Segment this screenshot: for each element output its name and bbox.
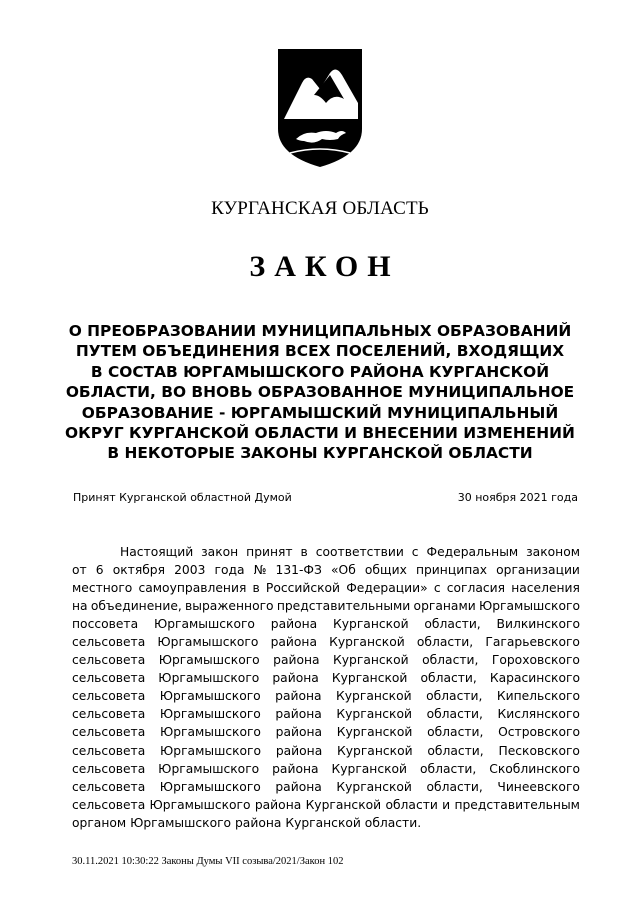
body-paragraph	[72, 543, 580, 832]
title-line: ОКРУГ КУРГАНСКОЙ ОБЛАСТИ И ВНЕСЕНИИ ИЗМЕНЕНИЙ	[65, 424, 575, 443]
body-line: сельсовета Юргамышского района Курганской области, Кипельского	[72, 689, 580, 704]
body-line: сельсовета Юргамышского района Курганской области и представительным	[72, 797, 580, 812]
document-footer: 30.11.2021 10:30:22 Законы Думы VII созыва/2021/Закон 102	[72, 856, 344, 867]
body-line: сельсовета Юргамышского района Курганской области, Карасинского	[72, 671, 580, 686]
coat-of-arms-emblem	[274, 45, 366, 169]
adoption-info	[73, 491, 578, 504]
body-line: сельсовета Юргамышского района Курганской области, Чинеевского	[72, 779, 580, 794]
title-line: ОБЛАСТИ, ВО ВНОВЬ ОБРАЗОВАННОЕ МУНИЦИПАЛЬНОЕ	[65, 383, 575, 402]
body-line: органом Юргамышского района Курганской области.	[72, 815, 422, 830]
title-line: ОБРАЗОВАНИЕ - ЮРГАМЫШСКИЙ МУНИЦИПАЛЬНЫЙ	[81, 403, 559, 422]
document-type: ЗАКОН	[249, 250, 400, 283]
adoption-date: 30 ноября 2021 года	[457, 491, 578, 504]
title-line: В СОСТАВ ЮРГАМЫШСКОГО РАЙОНА КУРГАНСКОЙ	[90, 362, 550, 381]
title-line: ПУТЕМ ОБЪЕДИНЕНИЯ ВСЕХ ПОСЕЛЕНИЙ, ВХОДЯЩИХ	[75, 342, 565, 361]
body-line: поссовета Юргамышского района Курганской области, Вилкинского	[72, 617, 580, 632]
title-line: В НЕКОТОРЫЕ ЗАКОНЫ КУРГАНСКОЙ ОБЛАСТИ	[107, 444, 533, 463]
law-title	[0, 321, 640, 464]
adopted-by: Принят Курганской областной Думой	[73, 491, 292, 504]
body-line: Настоящий закон принят в соответствии с Федеральным законом	[120, 545, 580, 559]
title-line: О ПРЕОБРАЗОВАНИИ МУНИЦИПАЛЬНЫХ ОБРАЗОВАНИЙ	[68, 322, 572, 340]
body-line: сельсовета Юргамышского района Курганской области, Песковского	[72, 743, 580, 758]
body-line: от 6 октября 2003 года № 131-ФЗ «Об общих принципах организации	[72, 563, 580, 578]
body-line: сельсовета Юргамышского района Курганской области, Скоблинского	[72, 761, 580, 776]
body-line: сельсовета Юргамышского района Курганской области, Островского	[72, 725, 580, 740]
body-line: на объединение, выраженного представительными органами Юргамышского	[72, 599, 580, 614]
body-line: местного самоуправления в Российской Федерации» с согласия населения	[72, 581, 580, 596]
region-name: КУРГАНСКАЯ ОБЛАСТЬ	[211, 198, 429, 219]
body-line: сельсовета Юргамышского района Курганской области, Кислянского	[72, 707, 580, 722]
body-line: сельсовета Юргамышского района Курганской области, Гороховского	[72, 653, 580, 668]
body-line: сельсовета Юргамышского района Курганской области, Гагарьевского	[72, 635, 580, 650]
